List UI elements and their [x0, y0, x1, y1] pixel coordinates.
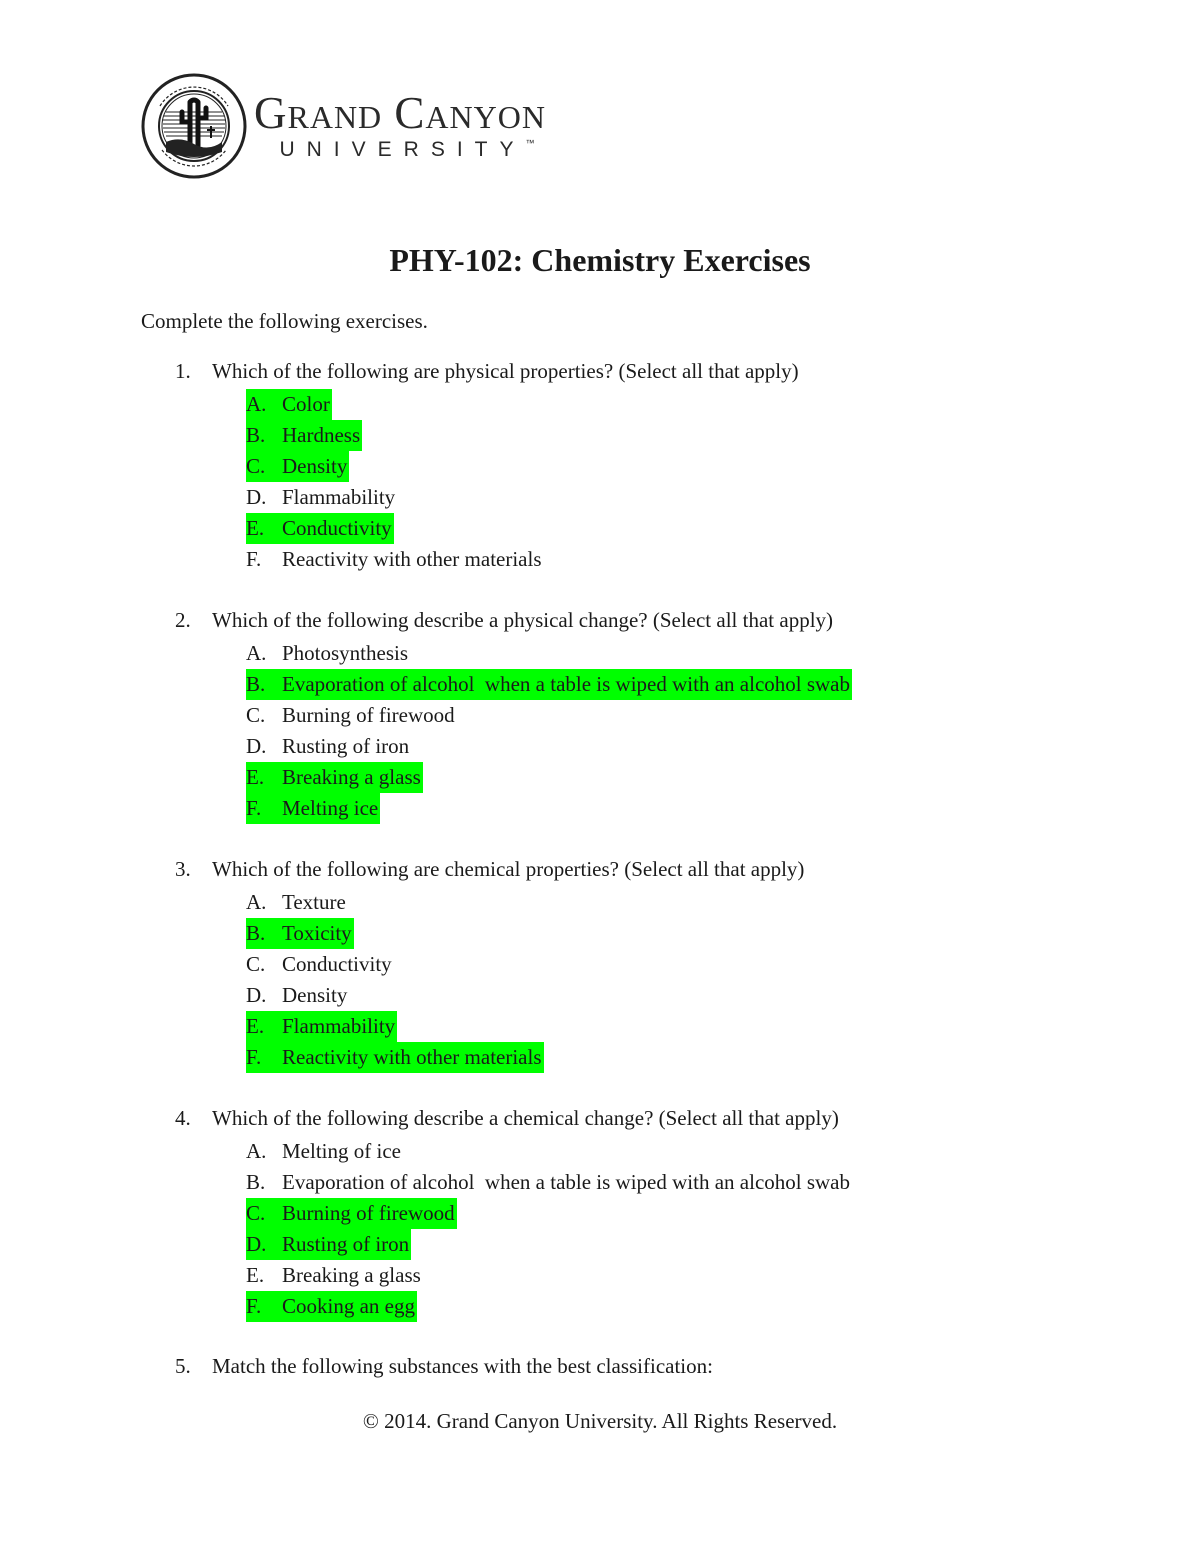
- answer-option: [246, 887, 544, 918]
- wordmark-line2: [279, 138, 534, 162]
- highlighted-answer: [246, 793, 380, 824]
- answer-option: [246, 1167, 852, 1198]
- option-letter: B.: [246, 672, 266, 696]
- answer-option: [246, 700, 852, 731]
- answer-option: [246, 420, 544, 451]
- option-letter: F.: [246, 1294, 262, 1318]
- answer-option: [246, 1011, 544, 1042]
- answer-text: [246, 1136, 403, 1167]
- question-number: 3.: [175, 857, 191, 881]
- options-list-q1: [246, 389, 544, 575]
- option-letter: E.: [246, 516, 265, 540]
- question-number: 5.: [175, 1354, 191, 1378]
- answer-option: [246, 949, 544, 980]
- option-text: Breaking a glass: [282, 1263, 421, 1287]
- option-text: Rusting of iron: [282, 1232, 410, 1256]
- page-title: PHY-102: Chemistry Exercises: [389, 242, 811, 278]
- university-logo: [140, 72, 546, 180]
- question-2: [175, 608, 833, 633]
- answer-option: [246, 1260, 852, 1291]
- trademark-symbol: ™: [525, 138, 535, 148]
- wordmark-line1: Grand Canyon: [254, 88, 546, 138]
- option-text: Density: [282, 454, 348, 478]
- highlighted-answer: [246, 513, 394, 544]
- answer-option: [246, 980, 544, 1011]
- wordmark-university: UNIVERSITY: [279, 138, 526, 161]
- option-text: Rusting of iron: [282, 734, 410, 758]
- option-letter: D.: [246, 1232, 267, 1256]
- highlighted-answer: [246, 918, 354, 949]
- options-list-q4: [246, 1136, 852, 1322]
- highlighted-answer: [246, 1229, 411, 1260]
- option-text: Density: [282, 983, 348, 1007]
- option-text: Evaporation of alcohol when a table is wiped with an alcohol swab: [282, 1170, 851, 1194]
- answer-option: [246, 1198, 852, 1229]
- answer-option: [246, 544, 544, 575]
- option-letter: E.: [246, 765, 265, 789]
- option-text: Breaking a glass: [282, 765, 421, 789]
- answer-option: [246, 1136, 852, 1167]
- answer-text: [246, 638, 410, 669]
- highlighted-answer: [246, 389, 332, 420]
- option-letter: C.: [246, 1201, 266, 1225]
- answer-text: [246, 980, 349, 1011]
- answer-option: [246, 1291, 852, 1322]
- copyright-footer: © 2014. Grand Canyon University. All Rights Reserved.: [362, 1409, 838, 1433]
- answer-option: [246, 482, 544, 513]
- highlighted-answer: [246, 420, 362, 451]
- option-letter: D.: [246, 485, 267, 509]
- option-letter: B.: [246, 1170, 266, 1194]
- option-text: Flammability: [282, 1014, 396, 1038]
- answer-text: [246, 544, 544, 575]
- option-letter: A.: [246, 641, 267, 665]
- answer-option: [246, 1042, 544, 1073]
- answer-option: [246, 793, 852, 824]
- option-text: Evaporation of alcohol when a table is wiped with an alcohol swab: [282, 672, 851, 696]
- option-text: Melting ice: [282, 796, 379, 820]
- question-text: Which of the following are chemical properties? (Select all that apply): [212, 857, 805, 881]
- highlighted-answer: [246, 1042, 544, 1073]
- option-letter: A.: [246, 890, 267, 914]
- option-letter: C.: [246, 703, 266, 727]
- question-number: 1.: [175, 359, 191, 383]
- answer-option: [246, 669, 852, 700]
- answer-option: [246, 918, 544, 949]
- question-5: [175, 1354, 713, 1379]
- university-seal-icon: [140, 72, 248, 180]
- option-text: Reactivity with other materials: [282, 547, 542, 571]
- option-letter: C.: [246, 454, 266, 478]
- intro-text: Complete the following exercises.: [141, 309, 428, 333]
- option-text: Hardness: [282, 423, 361, 447]
- option-letter: F.: [246, 547, 262, 571]
- question-1: [175, 359, 799, 384]
- highlighted-answer: [246, 762, 423, 793]
- answer-option: [246, 513, 544, 544]
- option-letter: B.: [246, 423, 266, 447]
- option-text: Reactivity with other materials: [282, 1045, 542, 1069]
- highlighted-answer: [246, 1198, 457, 1229]
- option-text: Flammability: [282, 485, 396, 509]
- question-text: Which of the following describe a physical change? (Select all that apply): [212, 608, 834, 632]
- option-text: Melting of ice: [282, 1139, 401, 1163]
- option-letter: D.: [246, 734, 267, 758]
- question-text: Which of the following describe a chemical change? (Select all that apply): [212, 1106, 839, 1130]
- answer-option: [246, 731, 852, 762]
- answer-option: [246, 638, 852, 669]
- answer-option: [246, 389, 544, 420]
- question-text: Which of the following are physical properties? (Select all that apply): [212, 359, 799, 383]
- answer-option: [246, 762, 852, 793]
- highlighted-answer: [246, 451, 349, 482]
- question-number: 4.: [175, 1106, 191, 1130]
- option-text: Burning of firewood: [282, 1201, 455, 1225]
- answer-text: [246, 700, 457, 731]
- highlighted-answer: [246, 669, 852, 700]
- option-letter: A.: [246, 392, 267, 416]
- option-letter: E.: [246, 1014, 265, 1038]
- option-letter: E.: [246, 1263, 265, 1287]
- answer-text: [246, 949, 394, 980]
- answer-text: [246, 482, 397, 513]
- university-wordmark: [254, 90, 546, 162]
- answer-text: [246, 887, 348, 918]
- question-text: Match the following substances with the best classification:: [212, 1354, 713, 1378]
- question-3: [175, 857, 804, 882]
- option-text: Photosynthesis: [282, 641, 409, 665]
- highlighted-answer: [246, 1291, 417, 1322]
- option-letter: B.: [246, 921, 266, 945]
- option-text: Toxicity: [282, 921, 352, 945]
- answer-option: [246, 1229, 852, 1260]
- option-text: Cooking an egg: [282, 1294, 415, 1318]
- option-letter: A.: [246, 1139, 267, 1163]
- question-number: 2.: [175, 608, 191, 632]
- option-letter: F.: [246, 1045, 262, 1069]
- options-list-q3: [246, 887, 544, 1073]
- option-letter: C.: [246, 952, 266, 976]
- option-letter: F.: [246, 796, 262, 820]
- option-text: Color: [282, 392, 330, 416]
- answer-text: [246, 1167, 852, 1198]
- option-text: Texture: [282, 890, 346, 914]
- option-text: Conductivity: [282, 516, 392, 540]
- question-4: [175, 1106, 839, 1131]
- option-text: Burning of firewood: [282, 703, 455, 727]
- answer-text: [246, 1260, 423, 1291]
- highlighted-answer: [246, 1011, 397, 1042]
- answer-option: [246, 451, 544, 482]
- option-text: Conductivity: [282, 952, 392, 976]
- answer-text: [246, 731, 411, 762]
- options-list-q2: [246, 638, 852, 824]
- option-letter: D.: [246, 983, 267, 1007]
